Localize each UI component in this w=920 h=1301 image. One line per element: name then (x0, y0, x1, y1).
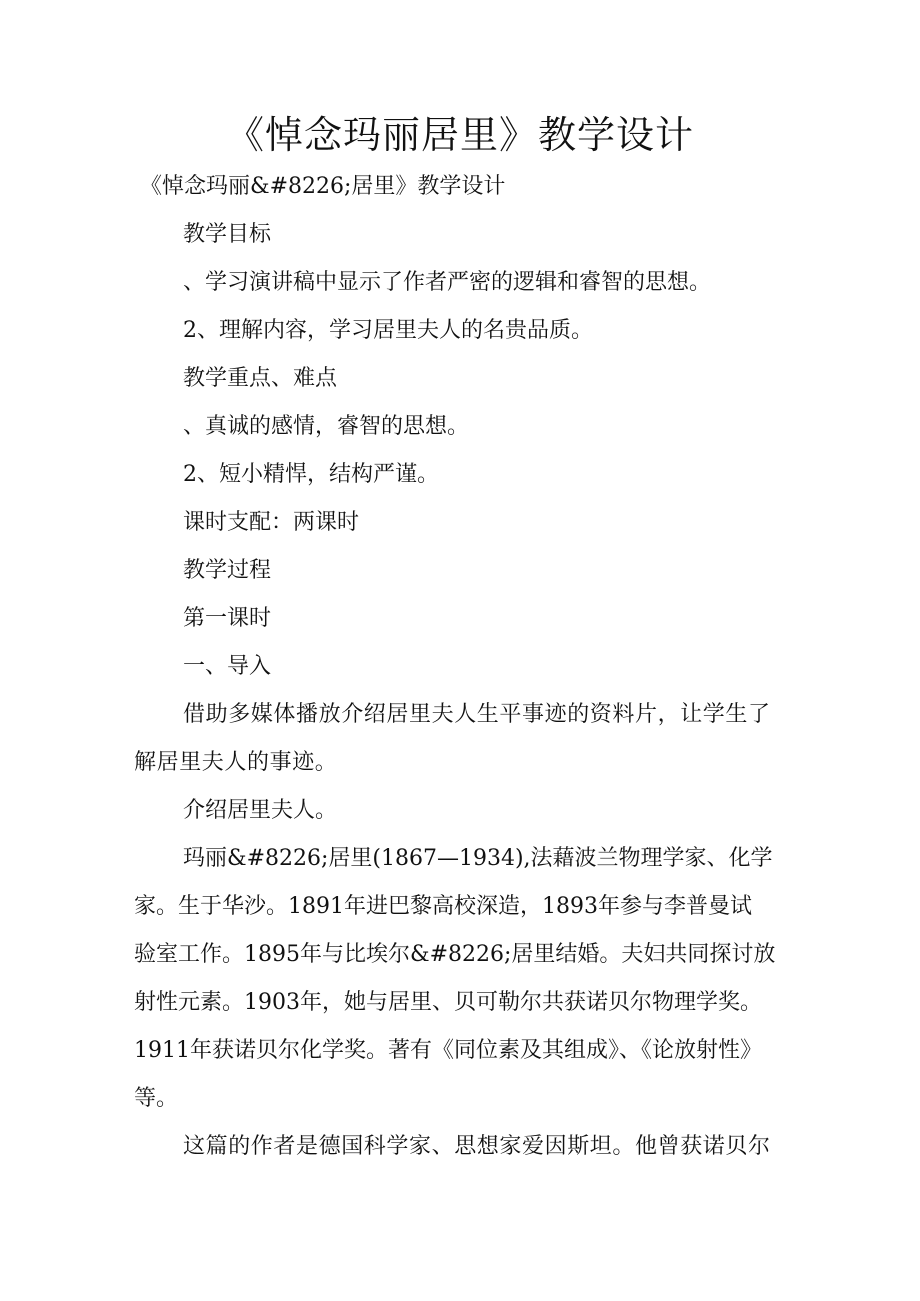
goal-item-1: 、学习演讲稿中显示了作者严密的逻辑和睿智的思想。 (183, 270, 712, 295)
key-point-2: 2、短小精悍，结构严谨。 (183, 462, 439, 487)
key-point-1: 、真诚的感情，睿智的思想。 (183, 414, 470, 439)
goal-item-2: 2、理解内容，学习居里夫人的名贵品质。 (183, 318, 593, 343)
paragraph-line: 1911年获诺贝尔化学奖。著有《同位素及其组成》、《论放射性》 (134, 1038, 762, 1063)
heading-teaching-goals: 教学目标 (183, 222, 272, 247)
paragraph-line: 家。生于华沙。1891年进巴黎高校深造，1893年参与李普曼试 (134, 894, 752, 919)
paragraph-line: 介绍居里夫人。 (183, 798, 338, 823)
heading-teaching-process: 教学过程 (183, 558, 272, 583)
paragraph-line: 借助多媒体播放介绍居里夫人生平事迹的资料片，让学生了 (183, 702, 771, 727)
document-title: 《悼念玛丽居里》教学设计 (225, 113, 694, 157)
paragraph-line: 等。 (134, 1086, 179, 1111)
class-hours-line: 课时支配：两课时 (183, 510, 360, 535)
paragraph-line: 解居里夫人的事迹。 (134, 750, 338, 775)
paragraph-line: 验室工作。1895年与比埃尔&#8226;居里结婚。夫妇共同探讨放 (134, 942, 776, 967)
subtitle-line: 《悼念玛丽&#8226;居里》教学设计 (140, 174, 506, 199)
paragraph-line: 射性元素。1903年，她与居里、贝可勒尔共获诺贝尔物理学奖。 (134, 990, 762, 1015)
heading-key-points: 教学重点、难点 (183, 366, 338, 391)
heading-first-lesson: 第一课时 (183, 606, 272, 631)
paragraph-line: 玛丽&#8226;居里(1867—1934),法藉波兰物理学家、化学 (183, 846, 773, 871)
paragraph-line: 这篇的作者是德国科学家、思想家爱因斯坦。他曾获诺贝尔 (183, 1134, 771, 1159)
heading-introduction: 一、导入 (183, 654, 272, 679)
